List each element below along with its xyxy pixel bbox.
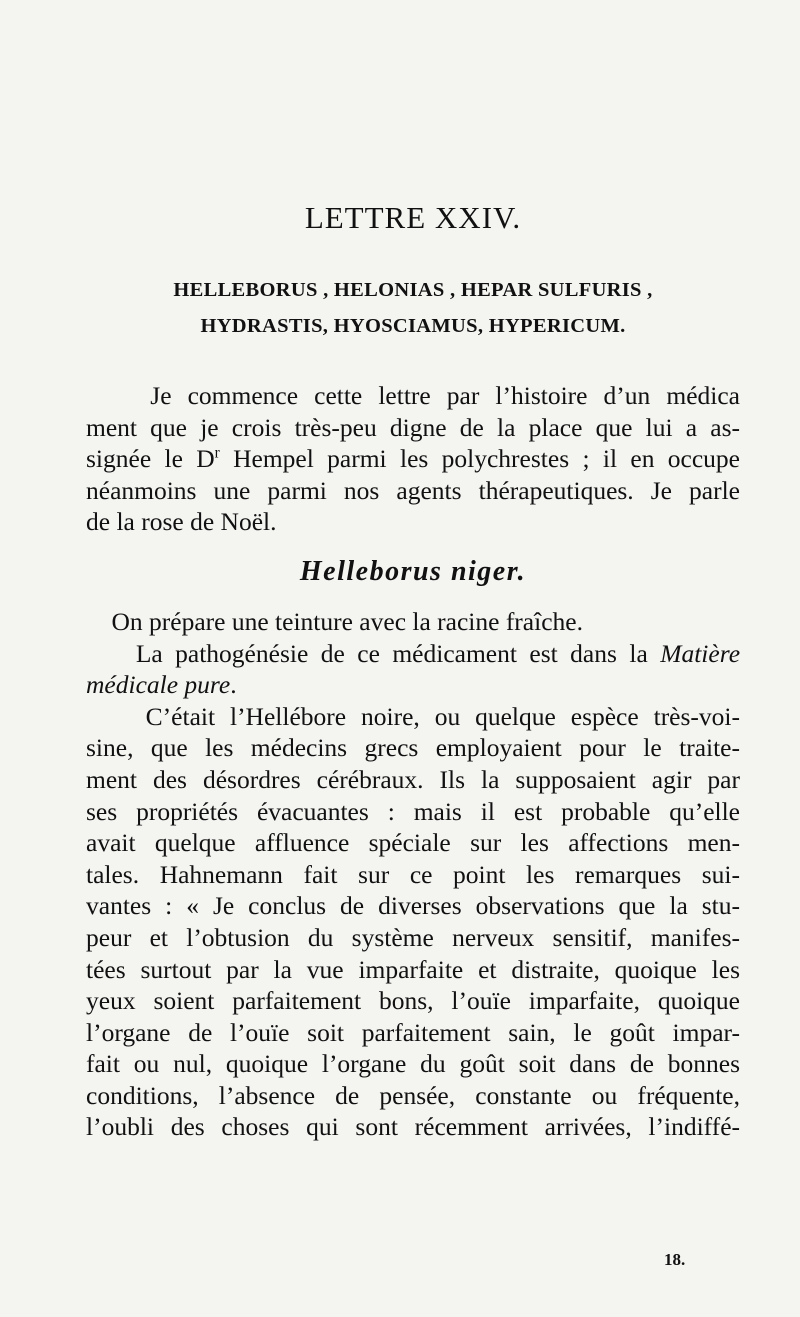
paragraph-3-line-9: tées surtout par la vue imparfaite et distraite, quoique les (86, 954, 740, 984)
book-title-part-1: Matière (660, 638, 741, 668)
paragraph-3-line-1 (86, 701, 740, 733)
intro-paragraph (86, 380, 740, 538)
subjects-line-2: HYDRASTIS, HYOSCIAMUS, HYPERICUM. (200, 315, 626, 337)
paragraph-3-line-7: vantes : « Je conclus de diverses observations que la stu- (86, 891, 740, 921)
page-content (86, 200, 740, 1143)
paragraph-2-line-2 (86, 669, 740, 701)
intro-line-5: de la rose de Noël. (86, 507, 277, 537)
intro-line-1 (86, 380, 740, 412)
paragraph-3-line-11: l’organe de l’ouïe soit parfaitement sain, le goût impar- (86, 1017, 740, 1047)
paragraph-3-line-4: ses propriétés évacuantes : mais il est probable qu’elle (86, 796, 740, 826)
chapter-title: LETTRE XXIV. (304, 200, 522, 235)
paragraph-2-period: . (230, 670, 237, 700)
paragraph-2-text: La pathogénésie de ce médicament est dans la (135, 638, 648, 668)
section-title: Helleborus niger. (299, 555, 527, 587)
signature-mark: 18. (664, 1250, 686, 1269)
book-title-part-2: médicale pure (86, 670, 231, 700)
intro-line-4: néanmoins une parmi nos agents thérapeutiques. Je parle (86, 475, 740, 505)
paragraph-3-line-14: l’oubli des choses qui sont récemment arrivées, l’indiffé- (86, 1112, 740, 1142)
intro-line-1-text: Je commence cette lettre par l’histoire d’un médica (150, 381, 740, 410)
main-text (86, 606, 740, 1143)
paragraph-3-line-2: sine, que les médecins grecs employaient pour le traite- (86, 733, 740, 763)
intro-line-3-text-a: signée le D (86, 444, 215, 474)
paragraph-3-line-12: fait ou nul, quoique l’organe du goût soit dans de bonnes (86, 1049, 740, 1079)
paragraph-2-line-1 (86, 638, 740, 670)
paragraph-3-line-13: conditions, l’absence de pensée, constante ou fréquente, (86, 1080, 740, 1110)
chapter-subjects (86, 272, 740, 344)
paragraph-1 (86, 606, 740, 638)
intro-line-2: ment que je crois très-peu digne de la place que lui a as- (86, 412, 740, 442)
paragraph-1-text: On prépare une teinture avec la racine fraîche. (111, 606, 583, 636)
intro-line-3-text-b: Hempel parmi les polychrestes ; il en occupe (219, 444, 740, 474)
subjects-line-1: HELLEBORUS , HELONIAS , HEPAR SULFURIS , (173, 279, 653, 301)
paragraph-3-line-1-text: C’était l’Hellébore noire, ou quelque espèce très-voi- (145, 701, 740, 731)
paragraph-3-line-3: ment des désordres cérébraux. Ils la supposaient agir par (86, 764, 740, 794)
doctor-abbrev-superscript: r (214, 444, 220, 462)
paragraph-3-line-5: avait quelque affluence spéciale sur les affections men- (86, 828, 740, 858)
intro-line-3 (86, 443, 740, 475)
paragraph-3-line-10: yeux soient parfaitement bons, l’ouïe imparfaite, quoique (86, 986, 740, 1016)
paragraph-3-line-6: tales. Hahnemann fait sur ce point les remarques sui- (86, 859, 740, 889)
paragraph-3-line-8: peur et l’obtusion du système nerveux sensitif, manifes- (86, 922, 740, 952)
